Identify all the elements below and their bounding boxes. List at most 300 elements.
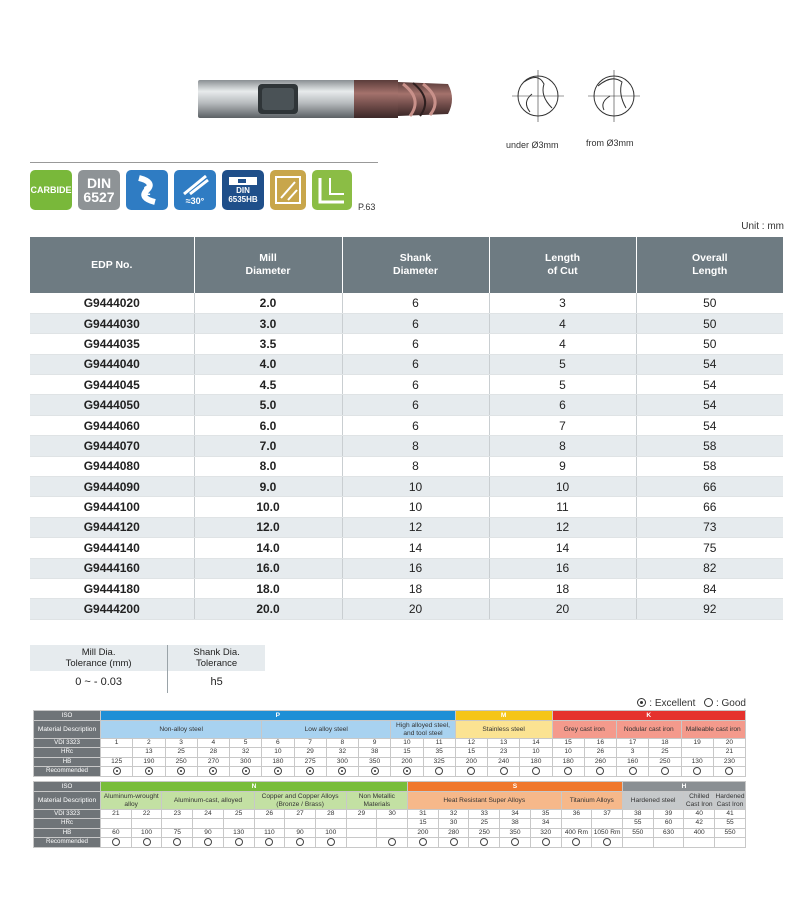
- cell-mill: 18.0: [194, 578, 342, 598]
- recommended-cell: [131, 837, 162, 847]
- iso-row: [34, 711, 746, 721]
- column-header-line1: EDP No.: [91, 258, 133, 271]
- hrc-cell: 55: [622, 819, 653, 828]
- excellent-icon: [637, 698, 646, 707]
- hb-cell: 350: [500, 828, 531, 837]
- vdi-cell: 19: [681, 739, 713, 748]
- hrc-cell: [346, 819, 377, 828]
- row-label: Material Description: [34, 721, 101, 739]
- recommended-cell: [684, 837, 715, 847]
- hrc-cell: [223, 819, 254, 828]
- vdi-row: [34, 739, 746, 748]
- cell-edp: G9444050: [30, 395, 194, 415]
- hb-cell: 400: [684, 828, 715, 837]
- hb-row: [34, 757, 746, 766]
- column-header-line1: Mill: [259, 252, 277, 264]
- vdi-cell: 15: [552, 739, 584, 748]
- vdi-cell: 39: [653, 810, 684, 819]
- cell-shank: 18: [342, 578, 489, 598]
- hb-cell: 230: [713, 757, 745, 766]
- vdi-cell: 10: [391, 739, 423, 748]
- column-header-line1: Shank: [399, 252, 432, 264]
- cell-mill: 6.0: [194, 415, 342, 435]
- hb-cell: 75: [162, 828, 193, 837]
- row-label: Material Description: [34, 792, 101, 810]
- section-from-3mm-drawing: [586, 62, 642, 132]
- unit-label: Unit : mm: [741, 221, 784, 232]
- hb-cell: 180: [262, 757, 294, 766]
- section-from-label: from Ø3mm: [586, 138, 634, 148]
- cell-overall: 66: [636, 477, 783, 497]
- vdi-cell: 24: [193, 810, 224, 819]
- carbide-label: CARBIDE: [30, 185, 72, 195]
- table-body: [30, 293, 783, 619]
- good-icon: [327, 838, 335, 846]
- hrc-cell: [592, 819, 623, 828]
- tolerance-table: [30, 645, 265, 693]
- vdi-cell: 30: [377, 810, 408, 819]
- hb-cell: 160: [617, 757, 649, 766]
- shank-tol-h2: Tolerance: [196, 658, 238, 669]
- hrc-cell: 35: [423, 748, 455, 757]
- hrc-cell: [162, 819, 193, 828]
- row-label: VDI 3323: [34, 810, 101, 819]
- cell-shank: 10: [342, 497, 489, 517]
- good-icon: [596, 767, 604, 775]
- cell-cut: 10: [489, 477, 636, 497]
- recommended-cell: [162, 837, 193, 847]
- column-header-line1: Overall: [691, 252, 728, 264]
- vdi-cell: 35: [530, 810, 561, 819]
- hrc-cell: 26: [584, 748, 616, 757]
- cell-edp: G9444140: [30, 538, 194, 558]
- vdi-cell: 18: [649, 739, 681, 748]
- material-description: Hardened steel: [622, 792, 683, 810]
- vdi-cell: 4: [197, 739, 229, 748]
- vdi-cell: 5: [230, 739, 262, 748]
- vdi-cell: 22: [131, 810, 162, 819]
- iso-group: P: [101, 711, 456, 721]
- table-row: [30, 538, 783, 558]
- hb-cell: 200: [391, 757, 423, 766]
- hrc-cell: 42: [684, 819, 715, 828]
- recommended-cell: [622, 837, 653, 847]
- recommended-cell: [133, 766, 165, 776]
- hrc-cell: 15: [391, 748, 423, 757]
- shank-tol-h1: Shank Dia.: [193, 647, 240, 658]
- recommended-cell: [377, 837, 408, 847]
- hb-cell: 325: [423, 757, 455, 766]
- row-label: HRc: [34, 748, 101, 757]
- legend: [631, 698, 746, 709]
- section-under-label: under Ø3mm: [506, 140, 559, 150]
- cell-mill: 16.0: [194, 558, 342, 578]
- material-description: High alloyed steel, and tool steel: [391, 721, 456, 739]
- good-icon: [467, 767, 475, 775]
- recommended-cell: [359, 766, 391, 776]
- cell-mill: 10.0: [194, 497, 342, 517]
- excellent-icon: [145, 767, 153, 775]
- recommended-cell: [561, 837, 592, 847]
- cell-mill: 8.0: [194, 456, 342, 476]
- good-icon: [480, 838, 488, 846]
- good-icon: [532, 767, 540, 775]
- cell-overall: 50: [636, 313, 783, 333]
- good-icon: [603, 838, 611, 846]
- hrc-cell: [254, 819, 285, 828]
- column-header-line2: Diameter: [245, 265, 291, 277]
- cell-cut: 11: [489, 497, 636, 517]
- cell-cut: 14: [489, 538, 636, 558]
- table-row: [30, 477, 783, 497]
- hrc-cell: [315, 819, 346, 828]
- excellent-icon: [306, 767, 314, 775]
- cell-overall: 54: [636, 395, 783, 415]
- vdi-cell: 23: [162, 810, 193, 819]
- cell-cut: 12: [489, 517, 636, 537]
- cell-mill: 9.0: [194, 477, 342, 497]
- hrc-cell: 30: [438, 819, 469, 828]
- mill-tolerance-value: 0 ~ - 0.03: [30, 671, 168, 693]
- hb-cell: 130: [681, 757, 713, 766]
- recommended-cell: [584, 766, 616, 776]
- vdi-row: [34, 810, 746, 819]
- recommended-cell: [294, 766, 326, 776]
- hb-cell: 550: [715, 828, 746, 837]
- vdi-cell: 29: [346, 810, 377, 819]
- vdi-cell: 34: [500, 810, 531, 819]
- hrc-cell: 60: [653, 819, 684, 828]
- vdi-cell: 26: [254, 810, 285, 819]
- side-milling-icon: [312, 170, 352, 210]
- material-description: Aluminum-wrought alloy: [101, 792, 162, 810]
- hrc-cell: 3: [617, 748, 649, 757]
- excellent-icon: [371, 767, 379, 775]
- hb-cell: 60: [101, 828, 132, 837]
- recommended-cell: [469, 837, 500, 847]
- cell-mill: 4.5: [194, 375, 342, 395]
- hb-cell: 1050 Rm: [593, 828, 621, 836]
- hrc-cell: [285, 819, 316, 828]
- cell-edp: G9444040: [30, 354, 194, 374]
- cell-edp: G9444100: [30, 497, 194, 517]
- mill-tol-h1: Mill Dia.: [81, 647, 116, 658]
- hrc-cell: 10: [552, 748, 584, 757]
- cell-mill: 4.0: [194, 354, 342, 374]
- vdi-cell: 11: [423, 739, 455, 748]
- desc-row: [34, 792, 746, 810]
- mill-tolerance-header: [30, 645, 168, 671]
- page-reference: P.63: [358, 202, 376, 212]
- vdi-cell: 17: [617, 739, 649, 748]
- iso-group: N: [101, 782, 408, 792]
- vdi-cell: 21: [101, 810, 132, 819]
- hb-cell: 280: [438, 828, 469, 837]
- hrc-row: [34, 748, 746, 757]
- good-icon: [661, 767, 669, 775]
- cell-overall: 50: [636, 334, 783, 354]
- column-header-line2: Length: [692, 265, 728, 277]
- material-description: Nodular cast iron: [617, 721, 682, 739]
- recommended-cell: [488, 766, 520, 776]
- hrc-cell: 23: [488, 748, 520, 757]
- din-hb-label: DIN: [236, 186, 250, 195]
- hrc-cell: [101, 819, 132, 828]
- cell-mill: 14.0: [194, 538, 342, 558]
- recommended-row: [34, 766, 746, 776]
- cell-overall: 84: [636, 578, 783, 598]
- hrc-cell: 10: [520, 748, 552, 757]
- good-icon: [542, 838, 550, 846]
- recommended-cell: [230, 766, 262, 776]
- cell-shank: 6: [342, 415, 489, 435]
- recommended-cell: [653, 837, 684, 847]
- recommended-cell: [101, 766, 133, 776]
- recommended-cell: [346, 837, 377, 847]
- hrc-cell: 25: [469, 819, 500, 828]
- material-description: Low alloy steel: [262, 721, 391, 739]
- cell-shank: 6: [342, 334, 489, 354]
- recommended-cell: [500, 837, 531, 847]
- din-6535hb-icon: [222, 170, 264, 210]
- cell-edp: G9444090: [30, 477, 194, 497]
- hrc-cell: 29: [294, 748, 326, 757]
- row-label: ISO: [34, 711, 101, 721]
- hrc-cell: 25: [649, 748, 681, 757]
- hb-cell: 270: [197, 757, 229, 766]
- vdi-cell: 27: [285, 810, 316, 819]
- mill-tol-h2: Tolerance (mm): [65, 658, 132, 669]
- hb-cell: 200: [455, 757, 487, 766]
- cell-mill: 5.0: [194, 395, 342, 415]
- table-row: [30, 375, 783, 395]
- material-description: Copper and Copper Alloys (Bronze / Brass): [254, 792, 346, 810]
- hb-cell: 200: [408, 828, 439, 837]
- table-row: [30, 558, 783, 578]
- good-icon: [704, 698, 713, 707]
- material-description: Stainless steel: [455, 721, 552, 739]
- cell-mill: 12.0: [194, 517, 342, 537]
- good-icon: [296, 838, 304, 846]
- good-icon: [693, 767, 701, 775]
- hb-cell: 250: [649, 757, 681, 766]
- legend-excellent: : Excellent: [649, 698, 696, 709]
- vdi-cell: 13: [488, 739, 520, 748]
- side-milling-shape: [316, 174, 348, 206]
- column-header: [342, 237, 489, 293]
- slotting-icon: [270, 170, 306, 210]
- divider: [30, 162, 378, 163]
- recommended-cell: [101, 837, 132, 847]
- good-icon: [511, 838, 519, 846]
- table-row: [30, 517, 783, 537]
- material-description: Titanium Alloys: [561, 792, 622, 810]
- table-row: [30, 415, 783, 435]
- column-header: [489, 237, 636, 293]
- good-icon: [235, 838, 243, 846]
- good-icon: [112, 838, 120, 846]
- cell-edp: G9444080: [30, 456, 194, 476]
- table-row: [30, 497, 783, 517]
- shank-shape: [228, 176, 258, 186]
- iso-group: S: [408, 782, 623, 792]
- hb-cell: 320: [530, 828, 561, 837]
- vdi-cell: 16: [584, 739, 616, 748]
- cell-shank: 8: [342, 436, 489, 456]
- recommended-cell: [649, 766, 681, 776]
- cell-cut: 4: [489, 334, 636, 354]
- cell-shank: 20: [342, 599, 489, 619]
- material-description: Chilled Cast Iron: [685, 793, 713, 808]
- cell-edp: G9444200: [30, 599, 194, 619]
- hb-cell: [377, 828, 408, 837]
- vdi-cell: 36: [561, 810, 592, 819]
- recommended-cell: [285, 837, 316, 847]
- good-icon: [725, 767, 733, 775]
- recommended-cell: [455, 766, 487, 776]
- din-6527-icon: [78, 170, 120, 210]
- good-icon: [572, 838, 580, 846]
- vdi-cell: 38: [622, 810, 653, 819]
- hrc-cell: 21: [713, 748, 745, 757]
- hrc-cell: [681, 748, 713, 757]
- material-description: Hardened Cast Iron: [715, 793, 745, 808]
- hb-cell: 110: [254, 828, 285, 837]
- hb-cell: 250: [469, 828, 500, 837]
- hrc-cell: 15: [408, 819, 439, 828]
- hrc-cell: 13: [133, 748, 165, 757]
- good-icon: [388, 838, 396, 846]
- good-icon: [435, 767, 443, 775]
- good-icon: [204, 838, 212, 846]
- good-icon: [564, 767, 572, 775]
- vdi-cell: 31: [408, 810, 439, 819]
- vdi-cell: 1: [101, 739, 133, 748]
- hb-cell: 275: [294, 757, 326, 766]
- recommended-row: [34, 837, 746, 847]
- shank-tolerance-header: [168, 645, 265, 671]
- cell-cut: 9: [489, 456, 636, 476]
- iso-group: K: [552, 711, 746, 721]
- recommended-cell: [438, 837, 469, 847]
- cell-cut: 6: [489, 395, 636, 415]
- hb-cell: 100: [315, 828, 346, 837]
- table-row: [30, 599, 783, 619]
- cell-mill: 3.5: [194, 334, 342, 354]
- good-icon: [143, 838, 151, 846]
- cell-edp: G9444180: [30, 578, 194, 598]
- hb-cell: [346, 828, 377, 837]
- cell-shank: 6: [342, 313, 489, 333]
- cell-overall: 50: [636, 293, 783, 313]
- excellent-icon: [274, 767, 282, 775]
- section-under-3mm-drawing: [510, 62, 566, 132]
- feature-icons: [30, 170, 352, 210]
- table-row: [30, 354, 783, 374]
- column-header: [636, 237, 783, 293]
- hrc-cell: [377, 819, 408, 828]
- cell-overall: 73: [636, 517, 783, 537]
- table-header-row: [30, 237, 783, 293]
- hb-cell: 300: [230, 757, 262, 766]
- recommended-cell: [713, 766, 745, 776]
- material-description: Non Metallic Materials: [346, 792, 407, 810]
- column-header: [30, 237, 194, 293]
- recommended-cell: [315, 837, 346, 847]
- vdi-cell: 41: [715, 810, 746, 819]
- desc-row: [34, 721, 746, 739]
- cell-cut: 20: [489, 599, 636, 619]
- recommended-cell: [391, 766, 423, 776]
- hb-cell: 90: [193, 828, 224, 837]
- cell-overall: 82: [636, 558, 783, 578]
- cell-cut: 3: [489, 293, 636, 313]
- din-hb-number: 6535HB: [228, 195, 258, 204]
- good-icon: [450, 838, 458, 846]
- material-description: Aluminum-cast, alloyed: [162, 792, 254, 810]
- excellent-icon: [209, 767, 217, 775]
- cell-edp: G9444035: [30, 334, 194, 354]
- vdi-cell: 9: [359, 739, 391, 748]
- recommended-cell: [592, 837, 623, 847]
- recommended-cell: [520, 766, 552, 776]
- row-label: VDI 3323: [34, 739, 101, 748]
- column-header-line1: Length: [545, 252, 580, 264]
- table-row: [30, 313, 783, 333]
- excellent-icon: [177, 767, 185, 775]
- cell-cut: 8: [489, 436, 636, 456]
- hb-cell: 250: [165, 757, 197, 766]
- good-icon: [419, 838, 427, 846]
- vdi-cell: 20: [713, 739, 745, 748]
- cell-shank: 6: [342, 293, 489, 313]
- row-label: HB: [34, 757, 101, 766]
- hb-cell: 100: [131, 828, 162, 837]
- cell-shank: 12: [342, 517, 489, 537]
- material-description: Non-alloy steel: [101, 721, 262, 739]
- iso-group: H: [622, 782, 745, 792]
- recommended-cell: [197, 766, 229, 776]
- hb-cell: 400 Rm: [561, 828, 592, 837]
- flute-count-icon: [126, 170, 168, 210]
- hb-cell: 180: [552, 757, 584, 766]
- cell-shank: 10: [342, 477, 489, 497]
- recommended-cell: [326, 766, 358, 776]
- cell-mill: 20.0: [194, 599, 342, 619]
- cell-edp: G9444060: [30, 415, 194, 435]
- excellent-icon: [338, 767, 346, 775]
- cell-cut: 16: [489, 558, 636, 578]
- cell-shank: 16: [342, 558, 489, 578]
- cell-overall: 54: [636, 354, 783, 374]
- column-header-line2: Diameter: [393, 265, 438, 277]
- material-table-1: [33, 710, 746, 777]
- cell-overall: 58: [636, 456, 783, 476]
- vdi-cell: 14: [520, 739, 552, 748]
- hb-cell: 180: [520, 757, 552, 766]
- iso-row: [34, 782, 746, 792]
- hrc-cell: [193, 819, 224, 828]
- recommended-cell: [617, 766, 649, 776]
- hrc-cell: 32: [326, 748, 358, 757]
- good-icon: [500, 767, 508, 775]
- helix-angle: ≈30°: [185, 196, 205, 206]
- cell-cut: 5: [489, 375, 636, 395]
- recommended-cell: [408, 837, 439, 847]
- vdi-cell: 12: [455, 739, 487, 748]
- cell-edp: G9444045: [30, 375, 194, 395]
- vdi-cell: 33: [469, 810, 500, 819]
